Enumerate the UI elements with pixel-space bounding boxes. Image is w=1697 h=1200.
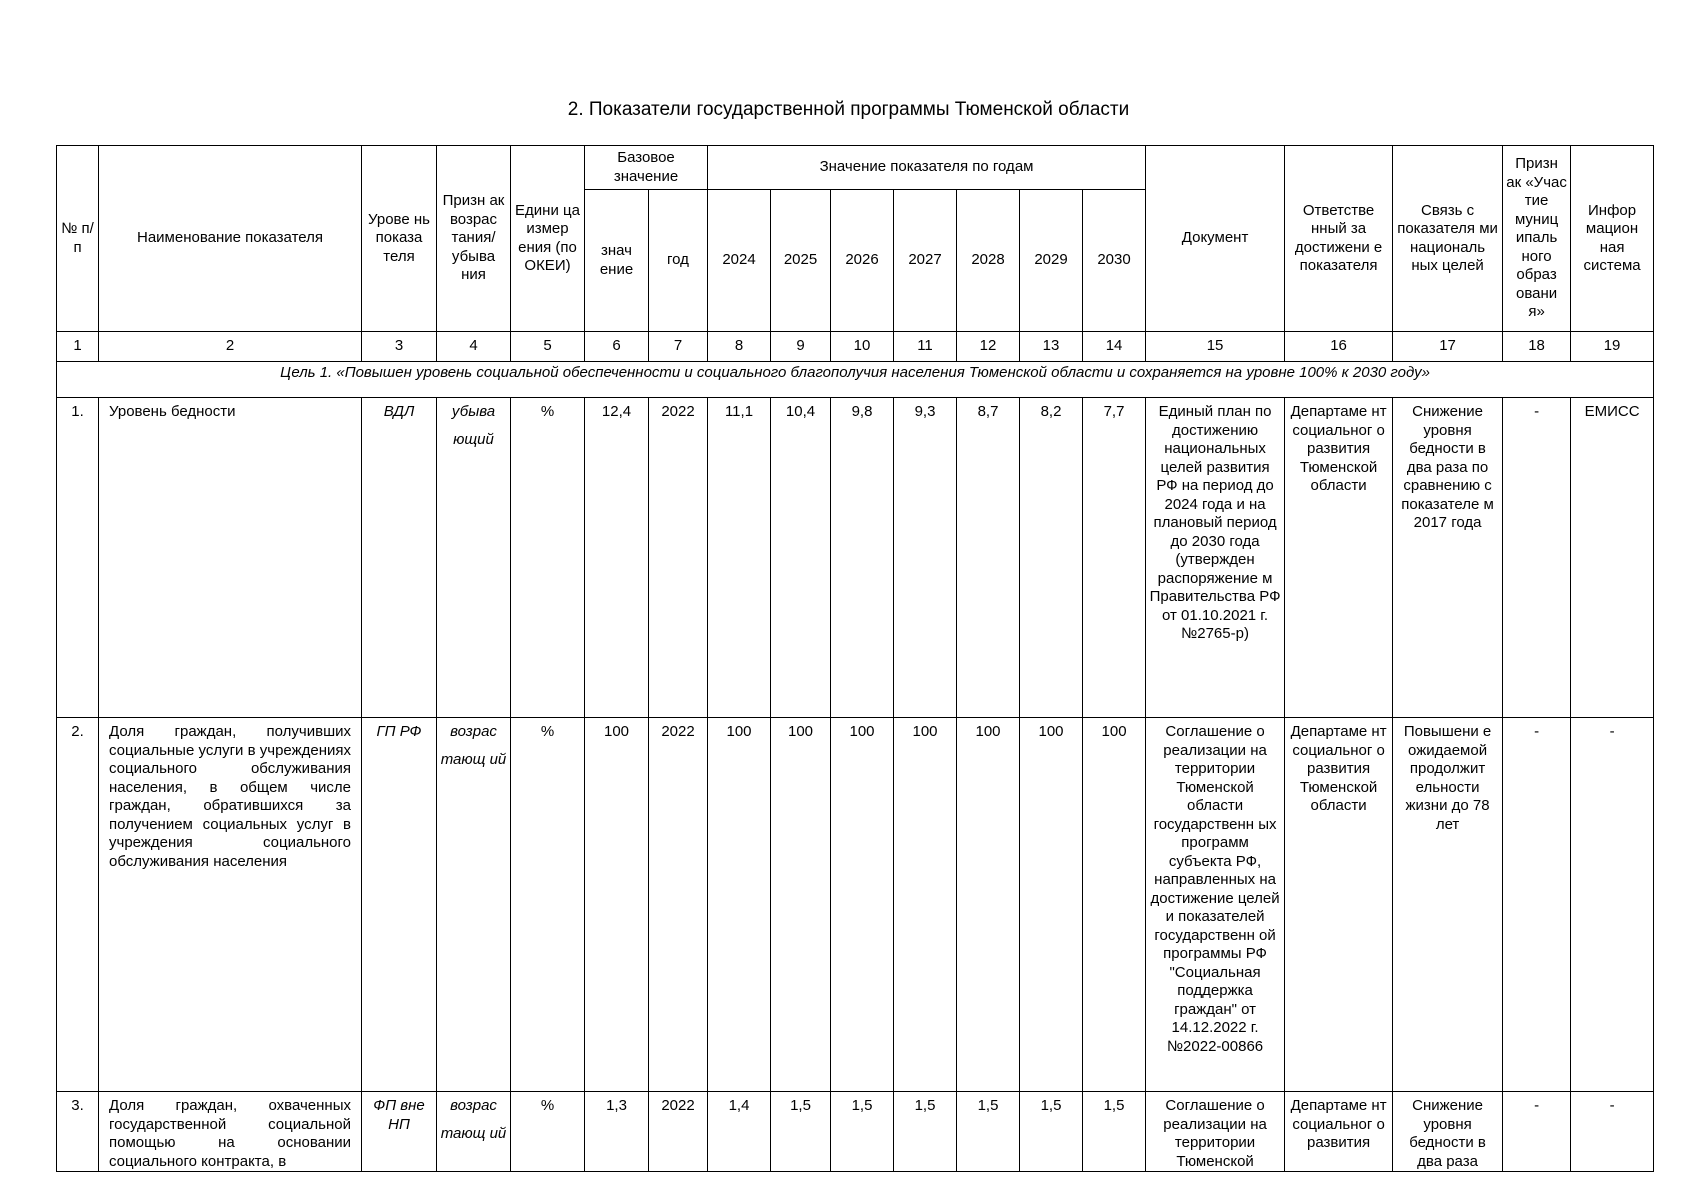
column-number: 16 <box>1285 332 1393 362</box>
value-2028: 100 <box>957 718 1020 1092</box>
value-2029: 100 <box>1020 718 1083 1092</box>
value-2030: 100 <box>1083 718 1146 1092</box>
indicator-unit: % <box>511 398 585 718</box>
table-row <box>57 1092 1654 1172</box>
indicator-sign: возрас тающ ий <box>437 718 511 1092</box>
value-2024: 11,1 <box>708 398 771 718</box>
base-year: 2022 <box>649 718 708 1092</box>
base-value: 12,4 <box>585 398 649 718</box>
table-row <box>57 718 1654 1092</box>
document: Соглашение о реализации на территории Тюменской <box>1146 1092 1285 1172</box>
header-year-2026: 2026 <box>831 190 894 332</box>
responsible: Департаме нт социальног о развития Тюменской области <box>1285 718 1393 1092</box>
column-number: 2 <box>99 332 362 362</box>
indicator-unit: % <box>511 1092 585 1172</box>
value-2029: 1,5 <box>1020 1092 1083 1172</box>
column-number: 11 <box>894 332 957 362</box>
value-2025: 1,5 <box>771 1092 831 1172</box>
value-2026: 100 <box>831 718 894 1092</box>
base-value: 1,3 <box>585 1092 649 1172</box>
column-number: 13 <box>1020 332 1083 362</box>
header-year-2029: 2029 <box>1020 190 1083 332</box>
value-2028: 8,7 <box>957 398 1020 718</box>
document: Единый план по достижению национальных целей развития РФ на период до 2024 года и на плановый период до 2030 года (утвержден распоряжение м Правительства РФ от 01.10.2021 г. №2765-р) <box>1146 398 1285 718</box>
column-number: 17 <box>1393 332 1503 362</box>
indicator-level: ФП вне НП <box>362 1092 437 1172</box>
column-number: 14 <box>1083 332 1146 362</box>
value-2027: 100 <box>894 718 957 1092</box>
table-row <box>57 398 1654 718</box>
value-2030: 7,7 <box>1083 398 1146 718</box>
column-number: 6 <box>585 332 649 362</box>
info-system: ЕМИСС <box>1571 398 1654 718</box>
national-goal-link: Снижение уровня бедности в два раза <box>1393 1092 1503 1172</box>
indicator-name: Доля граждан, охваченных государственной социальной помощью на основании социального контракта, в <box>99 1092 362 1172</box>
info-system: - <box>1571 718 1654 1092</box>
municipal-sign: - <box>1503 398 1571 718</box>
value-2025: 100 <box>771 718 831 1092</box>
column-number: 1 <box>57 332 99 362</box>
column-number: 15 <box>1146 332 1285 362</box>
column-number: 3 <box>362 332 437 362</box>
base-year: 2022 <box>649 398 708 718</box>
indicator-name: Доля граждан, получивших социальные услуги в учреждениях социального обслуживания населения, в общем числе граждан, обратившихся за получением социальных услуг в учреждения социального обслуживания населения <box>99 718 362 1092</box>
row-number: 3. <box>57 1092 99 1172</box>
header-year-2025: 2025 <box>771 190 831 332</box>
header-unit: Едини ца измер ения (по ОКЕИ) <box>511 146 585 332</box>
header-name: Наименование показателя <box>99 146 362 332</box>
responsible: Департаме нт социальног о развития <box>1285 1092 1393 1172</box>
column-number: 10 <box>831 332 894 362</box>
column-number: 5 <box>511 332 585 362</box>
column-number: 19 <box>1571 332 1654 362</box>
header-year-2027: 2027 <box>894 190 957 332</box>
indicator-level: ВДЛ <box>362 398 437 718</box>
header-document: Документ <box>1146 146 1285 332</box>
column-number: 4 <box>437 332 511 362</box>
header-year-2028: 2028 <box>957 190 1020 332</box>
municipal-sign: - <box>1503 1092 1571 1172</box>
value-2028: 1,5 <box>957 1092 1020 1172</box>
header-sign: Призн ак возрас тания/ убыва ния <box>437 146 511 332</box>
value-2026: 9,8 <box>831 398 894 718</box>
info-system: - <box>1571 1092 1654 1172</box>
header-year-2030: 2030 <box>1083 190 1146 332</box>
indicator-name: Уровень бедности <box>99 398 362 718</box>
indicator-unit: % <box>511 718 585 1092</box>
page-title: 2. Показатели государственной программы Тюменской области <box>567 99 1130 120</box>
header-year-2024: 2024 <box>708 190 771 332</box>
row-number: 1. <box>57 398 99 718</box>
national-goal-link: Повышени е ожидаемой продолжит ельности жизни до 78 лет <box>1393 718 1503 1092</box>
value-2025: 10,4 <box>771 398 831 718</box>
indicator-sign: возрас тающ ий <box>437 1092 511 1172</box>
value-2027: 9,3 <box>894 398 957 718</box>
municipal-sign: - <box>1503 718 1571 1092</box>
header-link: Связь с показателя ми националь ных целей <box>1393 146 1503 332</box>
column-number: 7 <box>649 332 708 362</box>
header-info-system: Инфор мацион ная система <box>1571 146 1654 332</box>
responsible: Департаме нт социальног о развития Тюменской области <box>1285 398 1393 718</box>
column-number: 18 <box>1503 332 1571 362</box>
value-2024: 100 <box>708 718 771 1092</box>
header-municipal: Призн ак «Учас тие муниц ипаль ного образ овани я» <box>1503 146 1571 332</box>
column-numbers-row <box>57 332 1654 362</box>
value-2026: 1,5 <box>831 1092 894 1172</box>
base-value: 100 <box>585 718 649 1092</box>
indicator-level: ГП РФ <box>362 718 437 1092</box>
value-2030: 1,5 <box>1083 1092 1146 1172</box>
header-base: Базовое значение <box>585 146 708 190</box>
header-base-value: знач ение <box>585 190 649 332</box>
value-2027: 1,5 <box>894 1092 957 1172</box>
header-base-year: год <box>649 190 708 332</box>
column-number: 12 <box>957 332 1020 362</box>
header-level: Урове нь показа теля <box>362 146 437 332</box>
header-no: № п/ п <box>57 146 99 332</box>
base-year: 2022 <box>649 1092 708 1172</box>
document: Соглашение о реализации на территории Тюменской области государственн ых программ субъекта РФ, направленных на достижение целей и показателей государственн ой программы РФ "Социальная поддержка граждан" от 14.12.2022 г. №2022-00866 <box>1146 718 1285 1092</box>
column-number: 8 <box>708 332 771 362</box>
indicator-sign: убыва ющий <box>437 398 511 718</box>
column-number: 9 <box>771 332 831 362</box>
goal-row: Цель 1. «Повышен уровень социальной обеспеченности и социального благополучия населения Тюменской области и сохраняется на уровне 100% к 2030 году» <box>57 362 1654 398</box>
indicators-table <box>56 145 1654 1172</box>
row-number: 2. <box>57 718 99 1092</box>
header-years: Значение показателя по годам <box>708 146 1146 190</box>
national-goal-link: Снижение уровня бедности в два раза по сравнению с показателе м 2017 года <box>1393 398 1503 718</box>
header-responsible: Ответстве нный за достижени е показателя <box>1285 146 1393 332</box>
value-2029: 8,2 <box>1020 398 1083 718</box>
value-2024: 1,4 <box>708 1092 771 1172</box>
